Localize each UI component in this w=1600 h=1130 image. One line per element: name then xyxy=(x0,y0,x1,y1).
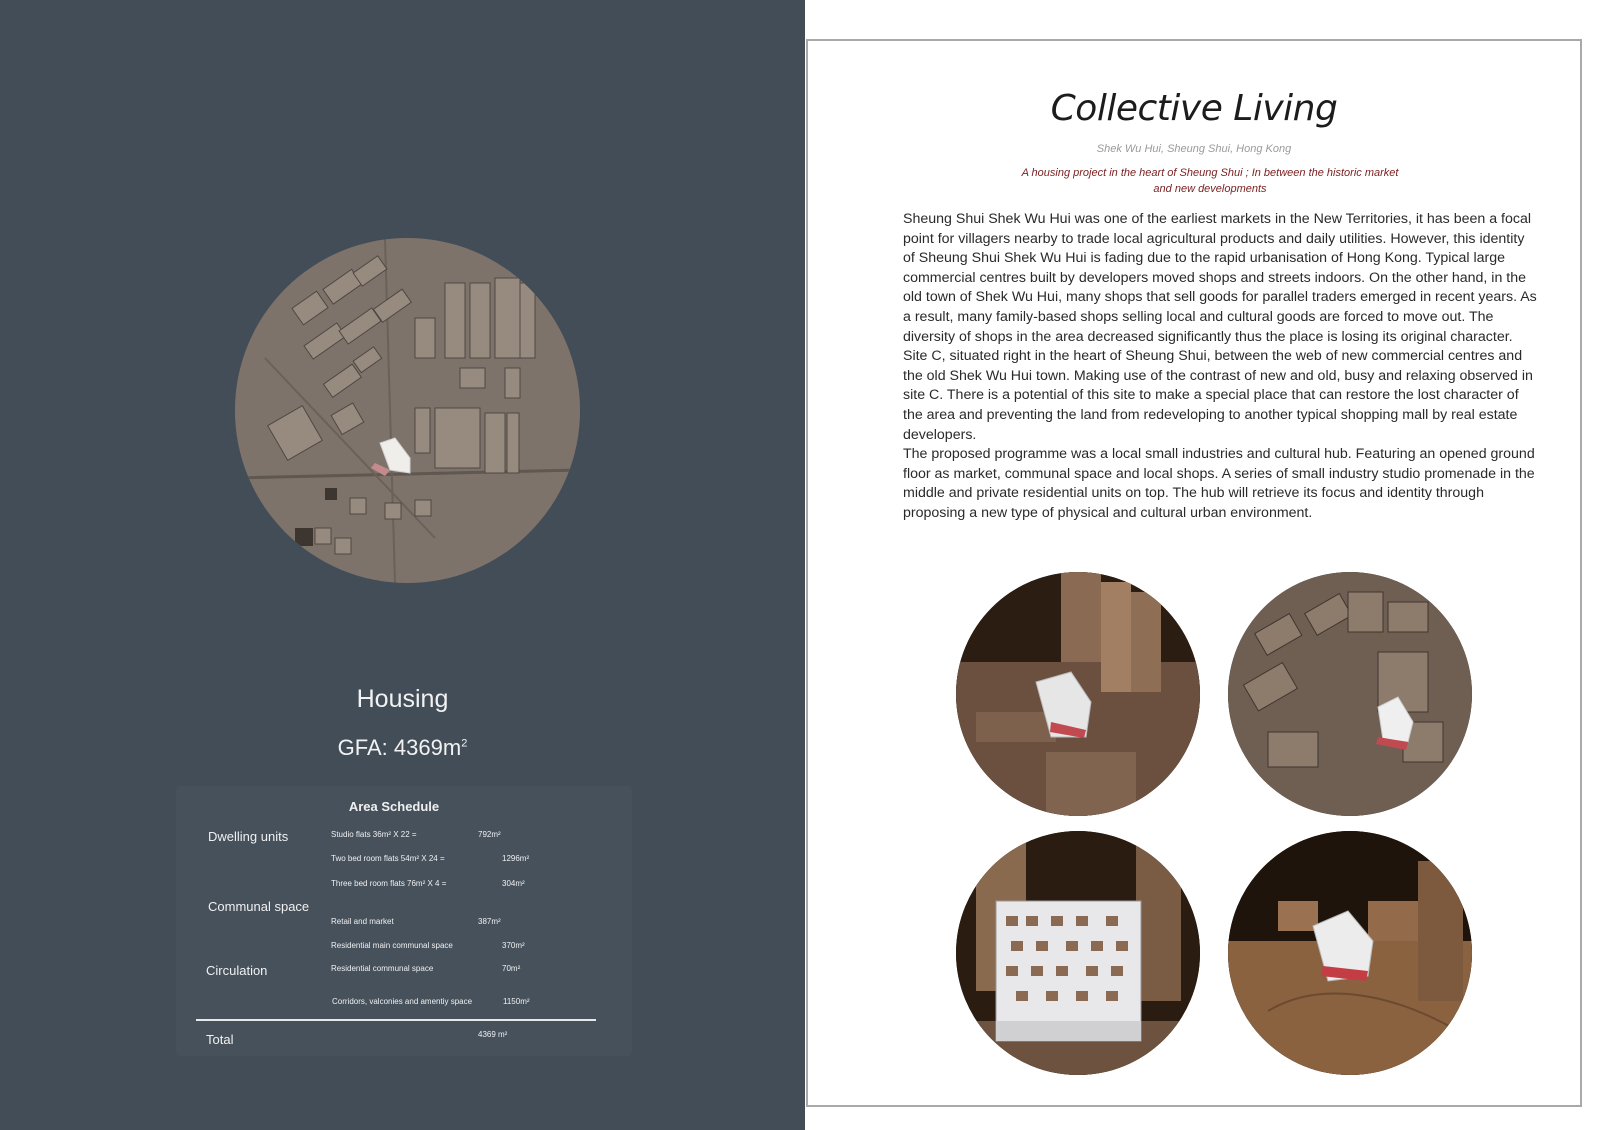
schedule-item: Corridors, valconies and amentiy space xyxy=(332,997,473,1006)
schedule-item: Residential main communal space xyxy=(331,941,453,950)
category-communal-space: Communal space xyxy=(208,899,310,914)
schedule-value: 387m² xyxy=(478,917,501,926)
body-text xyxy=(903,210,1539,524)
schedule-value: 792m² xyxy=(478,830,501,839)
schedule-value: 304m² xyxy=(502,879,525,888)
schedule-item: Three bed room flats 76m² X 4 = xyxy=(331,879,447,888)
tagline-line-1: A housing project in the heart of Sheung Shui ; In between the historic market xyxy=(1021,167,1399,179)
housing-heading: Housing xyxy=(356,685,449,713)
gfa-label xyxy=(0,735,805,761)
location-subtitle: Shek Wu Hui, Sheung Shui, Hong Kong xyxy=(1096,143,1292,155)
schedule-value: 1296m² xyxy=(502,854,530,863)
model-photo-2 xyxy=(1228,572,1472,816)
category-circulation: Circulation xyxy=(206,963,268,978)
total-value: 4369 m² xyxy=(478,1030,508,1039)
total-divider xyxy=(196,1019,596,1021)
schedule-value: 1150m² xyxy=(503,997,530,1006)
model-photo-4 xyxy=(1228,831,1472,1075)
schedule-value: 370m² xyxy=(502,941,525,950)
paragraph: Sheung Shui Shek Wu Hui was one of the earliest markets in the New Territories, it has been a focal point for villagers nearby to trade local agricultural products and daily utilities. However, this identity of Sheung Shui Shek Wu Hui is fading due to the rapid urbanisation of Hong Kong. Typical large commercial centres built by developers moved shops and streets indoors. On the other hand, in the old town of Shek Wu Hui, many shops that sell goods for parallel traders emerged in recent years. As a result, many family-based shops selling local and cultural goods are forced to move out. The diversity of shops in the area decreased significantly thus the place is losing its original character. xyxy=(903,211,1537,345)
schedule-item: Two bed room flats 54m² X 24 = xyxy=(331,854,445,863)
model-photo-3 xyxy=(956,831,1200,1075)
schedule-value: 70m² xyxy=(502,964,521,973)
paragraph: Site C, situated right in the heart of Sheung Shui, between the web of new commercial centres and the old Shek Wu Hui town. Making use of the contrast of new and old, busy and relaxing observed in site C. There is a potential of this site to make a special place that can restore the lost character of the area and preventing the land from redeveloping to another typical shopping mall by real estate developers. xyxy=(903,348,1533,443)
area-schedule xyxy=(176,786,632,1056)
site-model-photo xyxy=(235,238,580,583)
schedule-item: Retail and market xyxy=(331,917,394,926)
schedule-item: Studio flats 36m² X 22 = xyxy=(331,830,417,839)
schedule-item: Residential communal space xyxy=(331,964,434,973)
page-title: Collective Living xyxy=(1050,88,1338,129)
category-dwelling-units: Dwelling units xyxy=(208,829,289,844)
project-tagline xyxy=(1000,165,1420,197)
model-photo-1 xyxy=(956,572,1200,816)
tagline-line-2: and new developments xyxy=(1153,183,1267,195)
category-total: Total xyxy=(206,1032,234,1047)
paragraph: The proposed programme was a local small industries and cultural hub. Featuring an opened ground floor as market, communal space and local shops. A series of small industry studio promenade in the middle and private residential units on top. The hub will retrieve its focus and identity through proposing a new type of physical and cultural urban environment. xyxy=(903,446,1535,521)
area-schedule-title: Area Schedule xyxy=(348,799,440,814)
gfa-superscript: 2 xyxy=(461,737,468,750)
gfa-value: GFA: 4369m xyxy=(337,735,462,760)
